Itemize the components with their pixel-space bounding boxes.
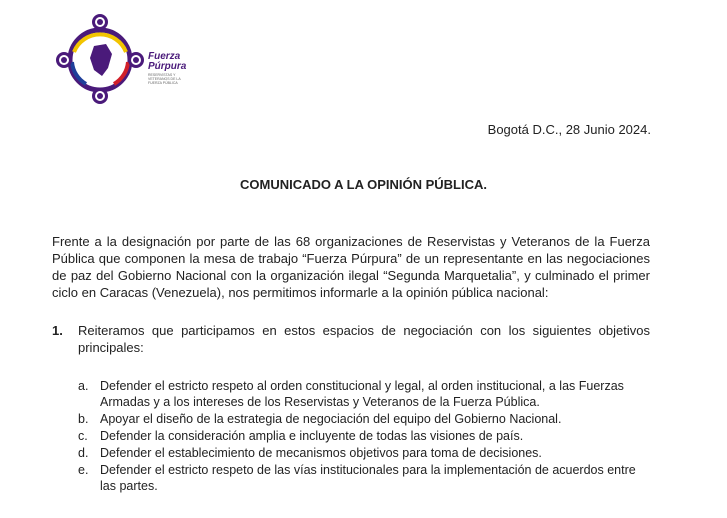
emblem-icon: [52, 10, 148, 105]
list-item-text: Defender el establecimiento de mecanismos objetivos para toma de decisiones.: [100, 446, 542, 460]
list-item-marker: c.: [78, 429, 88, 443]
intro-paragraph: Frente a la designación por parte de las 68 organizaciones de Reservistas y Veteranos de la Fuerza Pública que componen la mesa de trabajo “Fuerza Púrpura” de un representante en las negociaciones de paz del Gobierno Nacional con la organización ilegal “Segunda Marquetalia”, y culminado el primer ciclo en Caracas (Venezuela), nos permitimos informarle a la opinión pública nacional:: [52, 234, 650, 300]
list-item-marker: d.: [78, 446, 89, 460]
objectives-list: [78, 378, 650, 495]
list-item: [78, 445, 650, 461]
list-item-text: Defender el estricto respeto al orden constitucional y legal, al orden institucional, a las Fuerzas Armadas y a los intereses de los Reservistas y Veteranos de la Fuerza Pública.: [100, 379, 624, 409]
letter-title: COMUNICADO A LA OPINIÓN PÚBLICA.: [240, 177, 487, 192]
numbered-point-text: Reiteramos que participamos en estos espacios de negociación con los siguientes objetivos principales:: [78, 323, 650, 355]
logo-tagline: RESERVISTAS Y VETERANOS DE LA FUERZA PÚBLICA: [148, 73, 181, 85]
list-item: [78, 378, 650, 410]
list-item-marker: b.: [78, 412, 89, 426]
list-item: [78, 411, 650, 427]
list-item-text: Defender el estricto respeto de las vías institucionales para la implementación de acuerdos entre las partes.: [100, 463, 636, 493]
list-item-text: Apoyar el diseño de la estrategia de negociación del equipo del Gobierno Nacional.: [100, 412, 562, 426]
fuerza-purpura-logo: [52, 10, 192, 105]
numbered-point-marker: 1.: [52, 323, 63, 338]
list-item-marker: a.: [78, 379, 89, 393]
list-item: [78, 462, 650, 494]
list-item-text: Defender la consideración amplia e incluyente de todas las visiones de país.: [100, 429, 524, 443]
logo-brand-line1: Fuerza: [148, 51, 181, 62]
letter-date: Bogotá D.C., 28 Junio 2024.: [487, 122, 651, 137]
list-item-marker: e.: [78, 463, 89, 477]
list-item: [78, 428, 650, 444]
logo-brand-line2: Púrpura: [148, 61, 187, 72]
